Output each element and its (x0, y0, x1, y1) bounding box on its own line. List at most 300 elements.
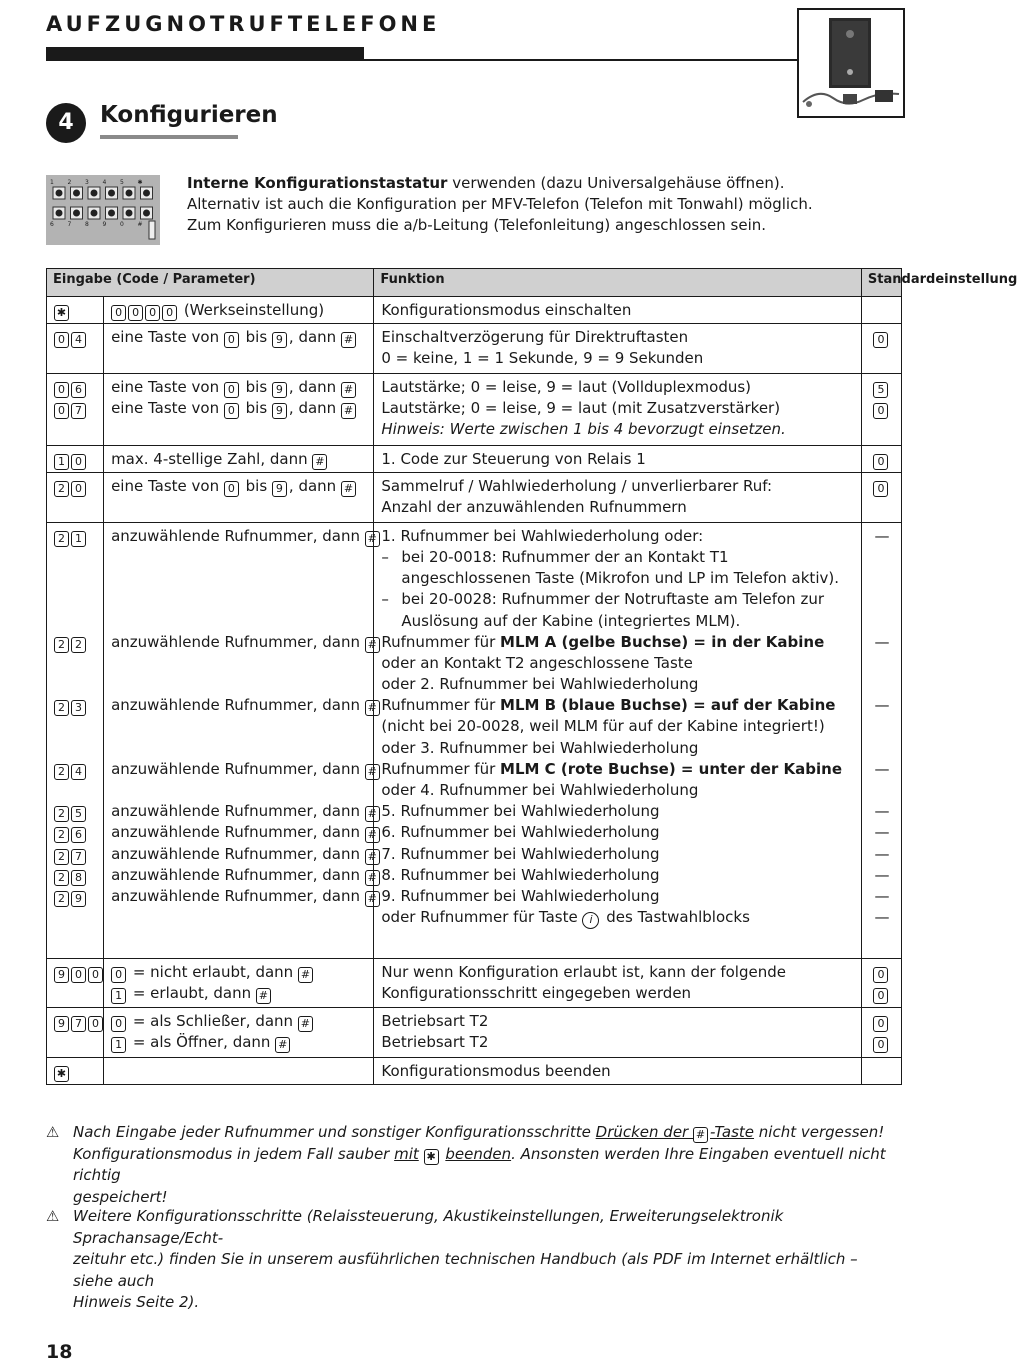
default-dash: — (874, 886, 890, 905)
param-text: anzuwählende Rufnummer, dann (111, 696, 365, 715)
cell-line (869, 801, 895, 822)
param-text: bis (240, 327, 272, 346)
param-cell (104, 1008, 374, 1058)
cell-line (111, 844, 377, 865)
table-row (47, 522, 902, 958)
default-key-icon: 5 (873, 382, 888, 398)
cell-line (54, 327, 97, 348)
cell-line (111, 398, 367, 419)
param-cell (104, 522, 377, 958)
param-text: anzuwählende Rufnummer, dann (111, 844, 365, 863)
intro-bold-term: Interne Konfigurationstastatur (187, 174, 448, 192)
param-text: anzuwählende Rufnummer, dann (111, 632, 365, 651)
cell-line (111, 1032, 367, 1053)
cell-line (111, 865, 377, 886)
cell-line (54, 886, 97, 907)
param-text: eine Taste von (111, 398, 224, 417)
cell-line (111, 907, 367, 928)
function-cell (374, 473, 862, 523)
code-key-icon: 0 (71, 454, 86, 470)
param-key-icon: 0 (111, 1016, 126, 1032)
code-key-icon: ✱ (54, 1066, 69, 1082)
code-key-icon: 8 (71, 870, 86, 886)
code-key-icon: 7 (71, 403, 86, 419)
cell-line (111, 632, 377, 653)
cell-line (111, 738, 367, 759)
function-text: (nicht bei 20-0028, weil MLM für auf der Kabine integriert!) (381, 717, 825, 736)
default-cell (861, 446, 901, 473)
warning-icon: ⚠ (46, 1207, 60, 1225)
header-function: Funktion (374, 269, 862, 297)
cell-line (869, 865, 895, 886)
cell-line (111, 568, 367, 589)
cell-line (111, 449, 367, 470)
cell-line (111, 547, 367, 568)
code-cell (47, 323, 104, 373)
param-cell (104, 446, 374, 473)
cell-line (54, 674, 97, 695)
cell-line (111, 801, 377, 822)
cell-line (111, 589, 367, 610)
note1-underlined-end: beenden (445, 1144, 512, 1163)
cell-line (869, 526, 895, 547)
function-text: Sammelruf / Wahlwiederholung / unverlierbarer Ruf: (381, 477, 773, 496)
param-key-icon: 9 (272, 403, 287, 419)
code-key-icon: 0 (71, 481, 86, 497)
default-dash: — (874, 802, 890, 821)
code-key-icon: 9 (54, 967, 69, 983)
function-bold-text: MLM B (blaue Buchse) = auf der Kabine (500, 696, 836, 715)
cell-line (111, 348, 367, 369)
cell-line (54, 695, 97, 716)
cell-line (381, 1011, 855, 1032)
param-key-icon: 0 (224, 481, 239, 497)
function-cell (374, 522, 862, 958)
code-key-icon: 2 (54, 849, 69, 865)
param-text: eine Taste von (111, 327, 224, 346)
param-text: anzuwählende Rufnummer, dann (111, 865, 365, 884)
default-key-icon: 0 (873, 1037, 888, 1053)
code-key-icon: 1 (71, 531, 86, 547)
default-dash: — (874, 759, 890, 778)
default-key-icon: 0 (873, 481, 888, 497)
keypad-button-dot (143, 210, 150, 217)
function-text: Konfigurationsmodus beenden (381, 1061, 611, 1080)
cell-line (381, 1061, 855, 1082)
function-text: Hinweis: Werte zwischen 1 bis 4 bevorzugt einsetzen. (381, 420, 786, 439)
param-text: (Werkseinstellung) (179, 301, 325, 319)
param-key-icon: # (365, 827, 380, 843)
table-row (47, 373, 902, 445)
default-cell (861, 1057, 901, 1084)
code-key-icon: 0 (54, 332, 69, 348)
cell-line (381, 526, 855, 547)
default-dash: — (874, 844, 890, 863)
table-row (47, 446, 902, 473)
keypad-illustration (46, 175, 160, 245)
cell-line (869, 547, 895, 568)
cell-line (54, 632, 97, 653)
cell-line (381, 348, 855, 369)
cell-line (869, 962, 895, 983)
cell-line (111, 674, 367, 695)
function-text: Lautstärke; 0 = leise, 9 = laut (Vollduplexmodus) (381, 377, 752, 396)
cell-line (111, 886, 377, 907)
function-cell (374, 1057, 862, 1084)
code-key-icon: 7 (71, 1016, 86, 1032)
cell-line (381, 611, 855, 632)
cell-line (111, 497, 367, 518)
code-key-icon: 3 (71, 700, 86, 716)
cell-line (111, 611, 367, 632)
default-key-icon: 0 (873, 988, 888, 1004)
cell-line (111, 653, 367, 674)
cell-line (111, 1011, 367, 1032)
default-dash: — (874, 823, 890, 842)
function-text: Betriebsart T2 (381, 1033, 489, 1052)
function-text: Betriebsart T2 (381, 1012, 489, 1031)
function-text: 9. Rufnummer bei Wahlwiederholung (381, 886, 660, 905)
keypad-label: 5 (120, 179, 124, 186)
cell-line (869, 907, 895, 928)
param-key-icon: 0 (224, 332, 239, 348)
function-text: oder 4. Rufnummer bei Wahlwiederholung (381, 781, 699, 800)
keypad-button-dot (91, 210, 98, 217)
cell-line (381, 419, 855, 440)
code-key-icon: 9 (54, 1016, 69, 1032)
param-key-icon: 0 (111, 305, 126, 321)
keypad-label: 7 (67, 221, 72, 228)
function-cell (374, 958, 862, 1008)
default-cell (861, 522, 901, 958)
param-key-icon: # (365, 849, 380, 865)
cell-line (869, 674, 895, 695)
param-key-icon: 0 (162, 305, 177, 321)
cell-line (54, 526, 97, 547)
param-cell (104, 323, 374, 373)
code-cell (47, 958, 104, 1008)
cell-line (54, 1061, 97, 1082)
cell-line (54, 780, 97, 801)
cell-line (54, 865, 97, 886)
cell-line (869, 348, 895, 369)
cell-line (111, 759, 377, 780)
cell-line (869, 1061, 895, 1082)
param-text: , dann (288, 327, 341, 346)
param-text: anzuwählende Rufnummer, dann (111, 886, 365, 905)
code-key-icon: 2 (54, 891, 69, 907)
cell-line (54, 449, 97, 470)
default-key-icon: 0 (873, 1016, 888, 1032)
default-cell (861, 473, 901, 523)
cell-line (381, 589, 855, 610)
bullet-dash: – (381, 590, 389, 609)
cell-line (869, 844, 895, 865)
cell-line (869, 476, 895, 497)
cell-line (381, 377, 855, 398)
cell-line (869, 653, 895, 674)
cell-line (381, 632, 855, 653)
param-key-icon: 9 (272, 332, 287, 348)
cell-line (381, 716, 855, 737)
keypad-button-dot (56, 190, 63, 197)
function-text: 0 = keine, 1 = 1 Sekunde, 9 = 9 Sekunden (381, 349, 704, 368)
param-key-icon: # (298, 1016, 313, 1032)
product-photo (797, 8, 905, 118)
param-text: = als Öffner, dann (128, 1033, 276, 1052)
note1-text-b: nicht vergessen! (754, 1123, 885, 1141)
cell-line (54, 547, 97, 568)
keypad-label: # (137, 221, 143, 228)
param-key-icon: # (341, 481, 356, 497)
header-bar (46, 47, 364, 61)
cell-line (111, 526, 377, 547)
function-bold-text: MLM C (rote Buchse) = unter der Kabine (500, 759, 843, 778)
param-text: bis (240, 477, 272, 496)
warning-icon: ⚠ (46, 1123, 60, 1141)
cell-line (111, 962, 367, 983)
cell-line (54, 983, 97, 1004)
code-key-icon: 0 (88, 967, 103, 983)
keypad-button-dot (143, 190, 150, 197)
default-key-icon: 0 (873, 403, 888, 419)
param-key-icon: # (365, 637, 380, 653)
note1-text-d: . Ansonsten werden Ihre Eingaben eventuell nicht richtig (73, 1144, 886, 1184)
param-key-icon: # (365, 764, 380, 780)
default-dash: — (874, 632, 890, 651)
cell-line (869, 822, 895, 843)
info-key-icon: i (582, 912, 599, 929)
param-text: , dann (288, 377, 341, 396)
param-key-icon: # (365, 891, 380, 907)
cell-line (869, 327, 895, 348)
table-row (47, 473, 902, 523)
keypad-label: 9 (102, 221, 107, 228)
note2-line1: Weitere Konfigurationsschritte (Relaissteuerung, Akustikeinstellungen, Erweiterungselektronik Sprachansage/Echt- (73, 1207, 784, 1247)
code-cell (47, 1008, 104, 1058)
page-number: 18 (46, 1341, 73, 1363)
param-key-icon: # (341, 382, 356, 398)
star-key-icon: ✱ (424, 1149, 439, 1165)
function-cell (374, 446, 862, 473)
warning-note-2 (46, 1206, 896, 1314)
cell-line (381, 674, 855, 695)
code-key-icon: 4 (71, 332, 86, 348)
configuration-table (46, 268, 1017, 1085)
code-key-icon: 7 (71, 849, 86, 865)
cell-line (54, 398, 97, 419)
param-key-icon: 0 (145, 305, 160, 321)
cell-line (54, 348, 97, 369)
function-text: Lautstärke; 0 = leise, 9 = laut (mit Zusatzverstärker) (381, 398, 781, 417)
section-title: Konfigurieren (100, 102, 278, 128)
param-text: bis (240, 377, 272, 396)
cell-line (111, 476, 367, 497)
function-cell (374, 297, 862, 324)
param-cell (104, 297, 374, 324)
param-cell (104, 373, 374, 445)
default-dash: — (874, 908, 890, 927)
function-text: 1. Rufnummer bei Wahlwiederholung oder: (381, 526, 704, 545)
table-row (47, 323, 902, 373)
default-cell (861, 1008, 901, 1058)
cell-line (54, 419, 97, 440)
default-key-icon: 0 (873, 454, 888, 470)
cell-line (381, 568, 855, 589)
cell-line (54, 759, 97, 780)
cell-line (381, 300, 855, 321)
code-key-icon: 4 (71, 764, 86, 780)
cell-line (869, 300, 895, 321)
function-text: Rufnummer für (381, 696, 501, 715)
warning-note-1 (46, 1122, 896, 1208)
code-key-icon: 0 (71, 967, 86, 983)
cell-line (111, 419, 367, 440)
code-key-icon: 2 (54, 637, 69, 653)
hash-key-icon: # (693, 1127, 708, 1143)
function-text: oder an Kontakt T2 angeschlossene Taste (381, 653, 693, 672)
param-key-icon: 9 (272, 481, 287, 497)
function-cell (374, 1008, 862, 1058)
note2-line2: zeituhr etc.) finden Sie in unserem ausführlichen technischen Handbuch (als PDF im Internet erhältlich – siehe auch (73, 1250, 858, 1290)
cell-line (381, 738, 855, 759)
function-bold-text: MLM A (gelbe Buchse) = in der Kabine (500, 632, 825, 651)
keypad-button-dot (91, 190, 98, 197)
cell-line (111, 983, 367, 1004)
cell-line (869, 632, 895, 653)
function-text: 8. Rufnummer bei Wahlwiederholung (381, 865, 660, 884)
code-key-icon: 2 (54, 827, 69, 843)
cell-line (381, 547, 855, 568)
cell-line (381, 962, 855, 983)
default-key-icon: 0 (873, 967, 888, 983)
keypad-switch (149, 221, 155, 239)
cell-line (869, 886, 895, 907)
cell-line (381, 983, 855, 1004)
keypad-button-dot (73, 190, 80, 197)
code-key-icon: 2 (54, 806, 69, 822)
cell-line (869, 589, 895, 610)
cell-line (111, 1061, 367, 1082)
function-text: bei 20-0028: Rufnummer der Notruftaste am Telefon zur (401, 590, 825, 609)
table-header-row (47, 269, 902, 297)
function-text: 1. Code zur Steuerung von Relais 1 (381, 450, 646, 469)
code-cell (47, 297, 104, 324)
note2-line3: Hinweis Seite 2). (73, 1293, 200, 1311)
cell-line (381, 327, 855, 348)
function-text: Rufnummer für (381, 759, 501, 778)
cell-line (54, 822, 97, 843)
default-cell (861, 323, 901, 373)
cell-line (54, 907, 97, 928)
param-key-icon: 1 (111, 988, 126, 1004)
section-number-badge: 4 (46, 103, 86, 143)
code-key-icon: 2 (54, 700, 69, 716)
cell-line (869, 759, 895, 780)
table-body (47, 297, 902, 1085)
cell-line (869, 568, 895, 589)
cell-line (54, 962, 97, 983)
cell-line (381, 497, 855, 518)
param-key-icon: 9 (272, 382, 287, 398)
keypad-label: 1 (50, 179, 54, 186)
param-text: , dann (288, 398, 341, 417)
default-cell (861, 373, 901, 445)
cell-line (381, 1032, 855, 1053)
cell-line (54, 568, 97, 589)
param-text: , dann (288, 477, 341, 496)
param-cell (104, 958, 374, 1008)
function-text: bei 20-0018: Rufnummer der an Kontakt T1 (401, 547, 729, 566)
keypad-button-dot (73, 210, 80, 217)
default-dash: — (874, 696, 890, 715)
default-cell (861, 958, 901, 1008)
section-title-underline (100, 135, 238, 139)
cell-line (869, 983, 895, 1004)
cell-line (54, 1032, 97, 1053)
function-text: Nur wenn Konfiguration erlaubt ist, kann der folgende (381, 962, 786, 981)
intro-line2: Alternativ ist auch die Konfiguration per MFV-Telefon (Telefon mit Tonwahl) möglich. (187, 195, 813, 213)
param-key-icon: 0 (224, 382, 239, 398)
code-key-icon: 2 (71, 637, 86, 653)
cell-line (111, 780, 367, 801)
cell-line (54, 716, 97, 737)
code-cell (47, 522, 104, 958)
bullet-dash: – (381, 547, 389, 566)
table-row (47, 1008, 902, 1058)
table-row (47, 1057, 902, 1084)
function-text: oder Rufnummer für Taste (381, 908, 583, 927)
header-input: Eingabe (Code / Parameter) (47, 269, 374, 297)
param-key-icon: # (341, 403, 356, 419)
cell-line (381, 449, 855, 470)
param-text: bis (240, 398, 272, 417)
code-key-icon: 2 (54, 531, 69, 547)
cell-line (54, 497, 97, 518)
function-text: Konfigurationsmodus einschalten (381, 301, 632, 319)
note1-text-c: Konfigurationsmodus in jedem Fall sauber (73, 1144, 395, 1163)
note1-text-e: gespeichert! (73, 1187, 168, 1206)
cell-line (54, 844, 97, 865)
param-text: = als Schließer, dann (128, 1012, 298, 1031)
cell-line (381, 759, 855, 780)
code-key-icon: 2 (54, 481, 69, 497)
cell-line (869, 497, 895, 518)
function-text: Einschaltverzögerung für Direktruftasten (381, 327, 689, 346)
default-key-icon: 0 (873, 332, 888, 348)
param-key-icon: # (365, 806, 380, 822)
param-key-icon: # (365, 700, 380, 716)
cell-line (54, 377, 97, 398)
function-text: angeschlossenen Taste (Mikrofon und LP im Telefon aktiv). (401, 569, 839, 588)
cell-line (869, 1011, 895, 1032)
table-row (47, 297, 902, 324)
code-key-icon: 9 (71, 891, 86, 907)
cell-line (54, 476, 97, 497)
code-key-icon: 6 (71, 827, 86, 843)
keypad-label: 2 (67, 179, 72, 186)
keypad-button-dot (108, 210, 115, 217)
cell-line (869, 716, 895, 737)
function-cell (374, 323, 862, 373)
keypad-label: 6 (50, 221, 54, 228)
param-key-icon: # (365, 870, 380, 886)
keypad-label: 8 (85, 221, 89, 228)
keypad-button-dot (126, 210, 133, 217)
cell-line (869, 398, 895, 419)
code-key-icon: ✱ (54, 305, 69, 321)
function-text: Auslösung auf der Kabine (integriertes MLM). (401, 611, 741, 630)
